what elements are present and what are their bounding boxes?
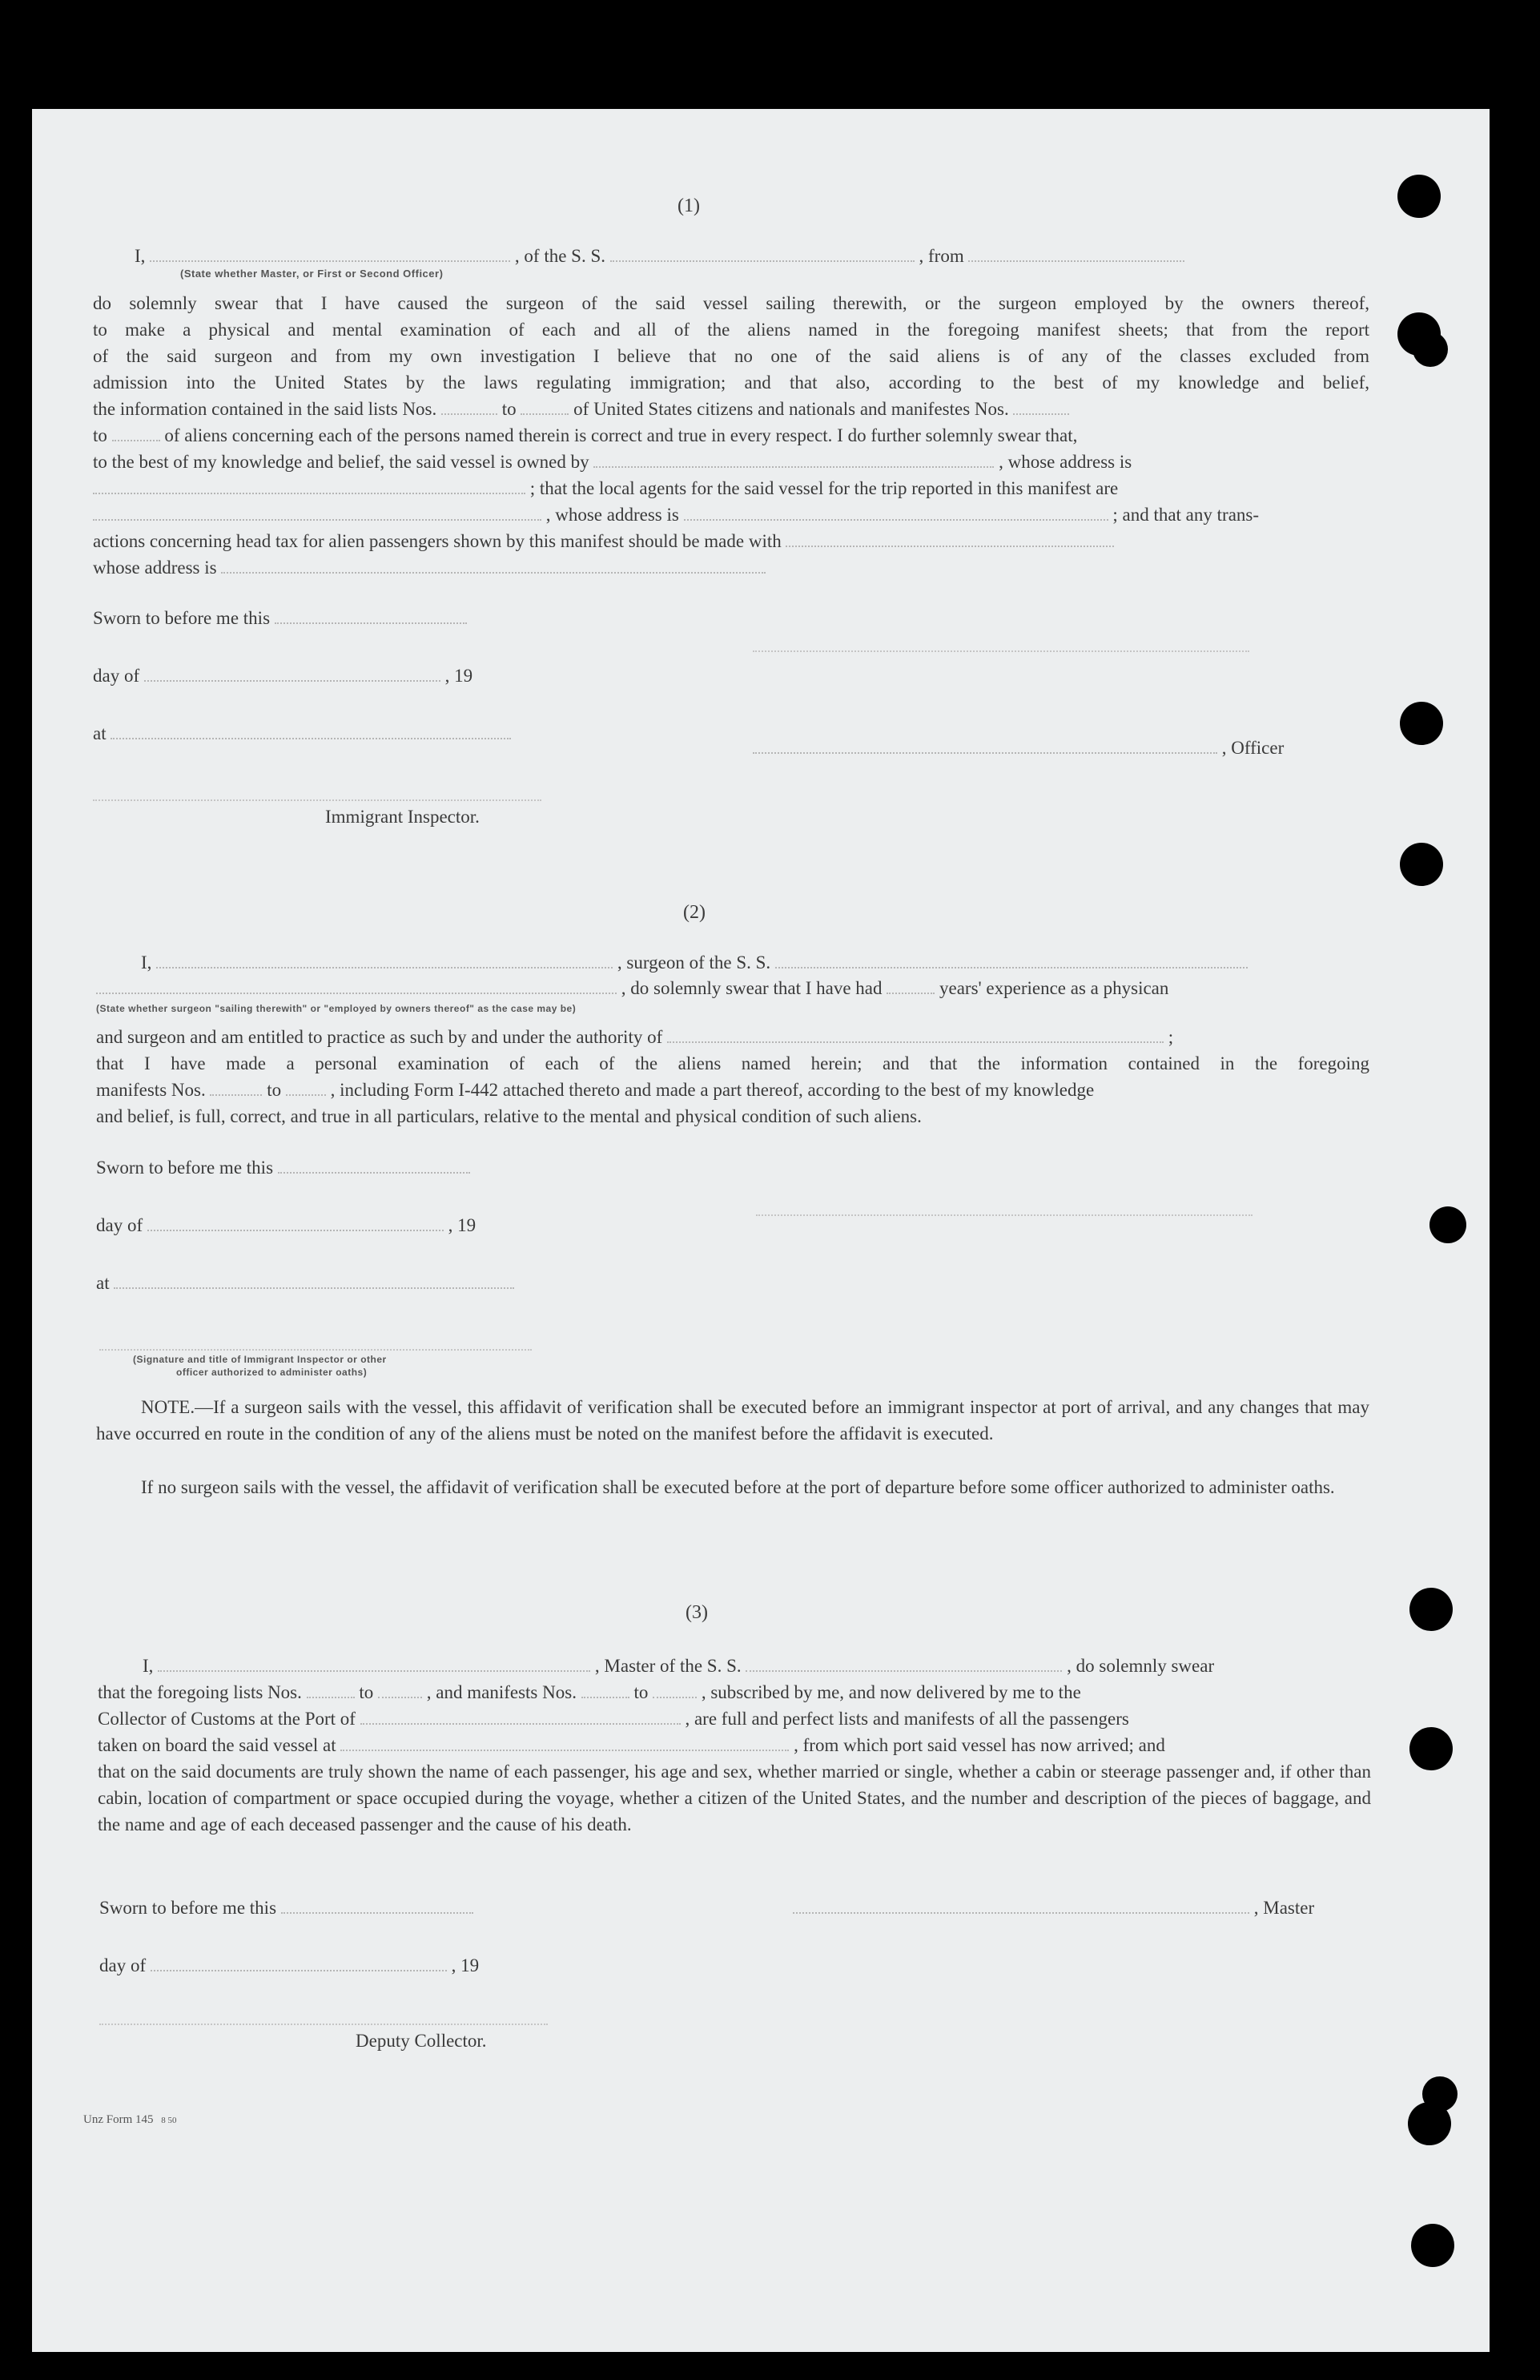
s1-whose-mid: , whose address is (545, 505, 679, 525)
s3-manifests-to-blank (653, 1681, 697, 1698)
s1-lists-to-blank (521, 397, 569, 415)
s1-day-label: day of (93, 666, 140, 686)
s3-body-line3 (98, 1732, 1371, 1758)
s2-authority-blank (667, 1025, 1164, 1043)
s1-i: I, (135, 246, 146, 266)
s1-at-label: at (93, 723, 107, 743)
s1-whose-suffix: ; and that any trans- (1112, 505, 1260, 525)
s2-sig-hint-1: (Signature and title of Immigrant Inspector or other (133, 1354, 387, 1365)
s2-body-line3 (96, 1077, 1369, 1103)
s1-owned-suffix: , whose address is (999, 452, 1132, 472)
s2-surgeon: , surgeon of the S. S. (617, 952, 771, 973)
s3-lists-to-blank (378, 1681, 422, 1698)
s2-sworn-label: Sworn to before me this (96, 1158, 274, 1178)
s3-body (98, 1679, 1371, 1838)
s1-lists-from-blank (441, 397, 497, 415)
form-code: 8 50 (161, 2116, 177, 2125)
s1-day-blank (144, 664, 440, 682)
s3-taken-prefix: taken on board the said vessel at (98, 1735, 336, 1755)
s3-body-line2 (98, 1705, 1371, 1732)
s1-year: , 19 (444, 666, 473, 686)
s3-sworn (99, 1895, 473, 1921)
document-page (32, 109, 1490, 2352)
s2-years: years' experience as a physican (939, 978, 1169, 998)
s2-auth: and surgeon and am entitled to practice as such by and under the authority of (96, 1027, 663, 1047)
s2-manifests-to-blank (286, 1078, 326, 1096)
s1-of-ss: , of the S. S. (514, 246, 606, 266)
form-label: Unz Form 145 (83, 2113, 154, 2126)
s3-master-sig-blank (793, 1896, 1249, 1914)
s3-swear: , do solemnly swear (1067, 1656, 1215, 1676)
s1-body-line1: do solemnly swear that I have caused the surgeon of the said vessel sailing therewith, or the surgeon employed by the owners thereof, (93, 293, 1369, 313)
s3-ship-blank (746, 1654, 1062, 1672)
section-1-number: (1) (678, 195, 700, 216)
punch-hole (1409, 1727, 1453, 1770)
s2-body-line2: that I have made a personal examination of each of the aliens named herein; and that the information contained in the foregoing (96, 1053, 1369, 1073)
s2-at-label: at (96, 1273, 110, 1293)
s1-to-suffix: of aliens concerning each of the persons named therein is correct and true in every respect. I do further solemnly swear that, (164, 425, 1078, 445)
s2-sworn-blank (278, 1156, 470, 1174)
s2-surgeon-blank (156, 951, 613, 969)
s3-year: , 19 (451, 1955, 480, 1975)
s1-body-line3: of the said surgeon and from my own investigation I believe that no one of the said aliens is of any of the classes excluded from (93, 346, 1369, 366)
s3-day (99, 1953, 479, 1979)
s3-deputy: Deputy Collector. (356, 2031, 487, 2051)
s1-body-line10 (93, 528, 1369, 554)
s2-day-blank (147, 1214, 444, 1231)
s3-master-blank (158, 1654, 590, 1672)
s1-lists-to: to (501, 399, 517, 419)
s2-manifests-suffix: , including Form I-442 attached thereto and made a part thereof, according to the best of my knowledge (330, 1080, 1095, 1100)
s3-taken-suffix: , from which port said vessel has now arrived; and (794, 1735, 1165, 1755)
s2-note-2: If no surgeon sails with the vessel, the affidavit of verification shall be executed before at the port of departure before some officer authorized to administer oaths. (141, 1477, 1335, 1497)
s2-years-blank (887, 977, 935, 994)
s3-lists-from-blank (307, 1681, 355, 1698)
s1-sworn (93, 606, 467, 631)
s1-officer (753, 735, 1284, 761)
punch-hole (1422, 2076, 1458, 2112)
s1-inspector-line (93, 799, 541, 801)
punch-hole (1411, 2224, 1454, 2267)
s1-owned-prefix: to the best of my knowledge and belief, the said vessel is owned by (93, 452, 589, 472)
s2-day (96, 1213, 476, 1238)
s1-body-line4: admission into the United States by the laws regulating immigration; and that also, according to the best of my knowledge and belief, (93, 373, 1369, 393)
s2-at (96, 1271, 514, 1296)
s3-port-suffix: , are full and perfect lists and manifests of all the passengers (685, 1709, 1129, 1729)
s2-sig-hint-2: officer authorized to administer oaths) (176, 1367, 368, 1378)
s1-at (93, 721, 511, 747)
s1-inspector: Immigrant Inspector. (325, 807, 480, 827)
s2-hint: (State whether surgeon "sailing therewith" or "employed by owners thereof" as the case may be) (96, 1003, 577, 1014)
s3-day-label: day of (99, 1955, 147, 1975)
s2-sworn (96, 1155, 470, 1181)
s1-to-blank (112, 424, 160, 441)
s2-note-1: NOTE.—If a surgeon sails with the vessel, this affidavit of verification shall be executed before an immigrant inspector at port of arrival, and any changes that may have occurred en route in the condition of any of the aliens must be noted on the manifest before the affidavit is executed. (96, 1397, 1369, 1444)
s1-agents: ; that the local agents for the said vessel for the trip reported in this manifest are (529, 478, 1119, 498)
s3-manifests-from-blank (581, 1681, 629, 1698)
s1-sworn-blank (275, 606, 467, 624)
s2-manifests-from-blank (210, 1078, 262, 1096)
punch-hole (1400, 843, 1443, 886)
s1-body-line9 (93, 501, 1369, 528)
s3-body-line1 (98, 1679, 1371, 1705)
section-3-number: (3) (686, 1602, 708, 1623)
s1-body-line7 (93, 449, 1369, 475)
s3-taken-blank (340, 1734, 789, 1751)
s1-to-prefix: to (93, 425, 107, 445)
s1-signature-line (753, 650, 1249, 652)
s3-port-prefix: Collector of Customs at the Port of (98, 1709, 356, 1729)
s3-master: , Master of the S. S. (594, 1656, 742, 1676)
s1-owner-address-blank (93, 477, 525, 494)
s1-day (93, 663, 472, 689)
s3-lists-prefix: that the foregoing lists Nos. (98, 1682, 302, 1702)
s2-capacity-blank (96, 977, 617, 994)
s1-address: whose address is (93, 558, 217, 578)
s1-line1 (135, 244, 1184, 269)
section-2-number: (2) (683, 902, 706, 923)
s2-manifests-to: to (267, 1080, 282, 1100)
s1-agents-address-blank (684, 503, 1108, 521)
s1-from: , from (919, 246, 964, 266)
punch-hole (1413, 332, 1448, 367)
s1-from-blank (968, 244, 1184, 262)
s3-sworn-blank (281, 1896, 473, 1914)
s2-body-line4: and belief, is full, correct, and true in all particulars, relative to the mental and physical condition of such aliens. (96, 1106, 922, 1126)
s3-deputy-line (99, 2024, 548, 2025)
s1-body-line8 (93, 475, 1369, 501)
s1-ship-blank (610, 244, 915, 262)
s3-manifests-to: to (633, 1682, 649, 1702)
s3-master-sig (793, 1895, 1314, 1921)
s1-officer-label: , Officer (1221, 738, 1285, 758)
s2-line2 (96, 976, 1168, 1001)
s1-sworn-label: Sworn to before me this (93, 608, 271, 628)
s2-ship-blank (775, 951, 1248, 969)
s2-inspector-line (99, 1349, 532, 1351)
punch-hole (1429, 1206, 1466, 1243)
s1-body (93, 290, 1369, 581)
punch-hole (1409, 1588, 1453, 1631)
s1-address-blank (221, 556, 766, 574)
s1-lists-suffix: of United States citizens and nationals and manifestes Nos. (573, 399, 1009, 419)
s2-i: I, (141, 952, 152, 973)
s2-day-label: day of (96, 1215, 143, 1235)
s1-officer-sig-blank (753, 736, 1217, 754)
s2-at-blank (114, 1271, 514, 1289)
s1-at-blank (111, 722, 511, 739)
s1-manifest-blank (1013, 397, 1069, 415)
form-number (83, 2113, 177, 2127)
s1-body-line6 (93, 422, 1369, 449)
s1-body-line11 (93, 554, 1369, 581)
s1-body-line2: to make a physical and mental examination of each and all of the aliens named in the foregoing manifest sheets; that from the report (93, 320, 1369, 340)
s3-and-manifests: , and manifests Nos. (426, 1682, 577, 1702)
s3-i: I, (143, 1656, 154, 1676)
s3-line1 (143, 1653, 1214, 1679)
s2-manifests-prefix: manifests Nos. (96, 1080, 206, 1100)
s3-subscribed: , subscribed by me, and now delivered by me to the (701, 1682, 1081, 1702)
s1-body-line5 (93, 396, 1369, 422)
s1-lists-prefix: the information contained in the said lists Nos. (93, 399, 437, 419)
s1-hint: (State whether Master, or First or Second Officer) (180, 268, 444, 280)
s3-sworn-label: Sworn to before me this (99, 1898, 277, 1918)
s2-swear: , do solemnly swear that I have had (621, 978, 883, 998)
s2-signature-line (756, 1214, 1253, 1216)
s1-owner-blank (593, 450, 994, 468)
s1-actions: actions concerning head tax for alien passengers shown by this manifest should be made with (93, 531, 782, 551)
s1-officer-blank (150, 244, 510, 262)
punch-hole (1400, 702, 1443, 745)
s3-day-blank (151, 1954, 447, 1971)
s2-year: , 19 (448, 1215, 476, 1235)
s3-master-label: , Master (1253, 1898, 1315, 1918)
s1-agents-blank (93, 503, 541, 521)
s2-body (96, 1024, 1369, 1130)
s2-line1 (141, 950, 1248, 976)
punch-hole (1397, 175, 1441, 218)
s3-lists-to: to (359, 1682, 374, 1702)
s3-port-blank (360, 1707, 681, 1725)
s2-body-line1: and surgeon and am entitled to practice as such by and under the authority of ; (96, 1027, 1174, 1047)
s1-actions-blank (786, 530, 1114, 547)
s3-body-rest: that on the said documents are truly shown the name of each passenger, his age and sex, whether married or single, whether a cabin or steerage passenger and, if other than cabin, location of compartment or space occupied during the voyage, whether a citizen of the United States, and the number and description of the pieces of baggage, and the name and age of each deceased passenger and the cause of his death. (98, 1762, 1371, 1834)
